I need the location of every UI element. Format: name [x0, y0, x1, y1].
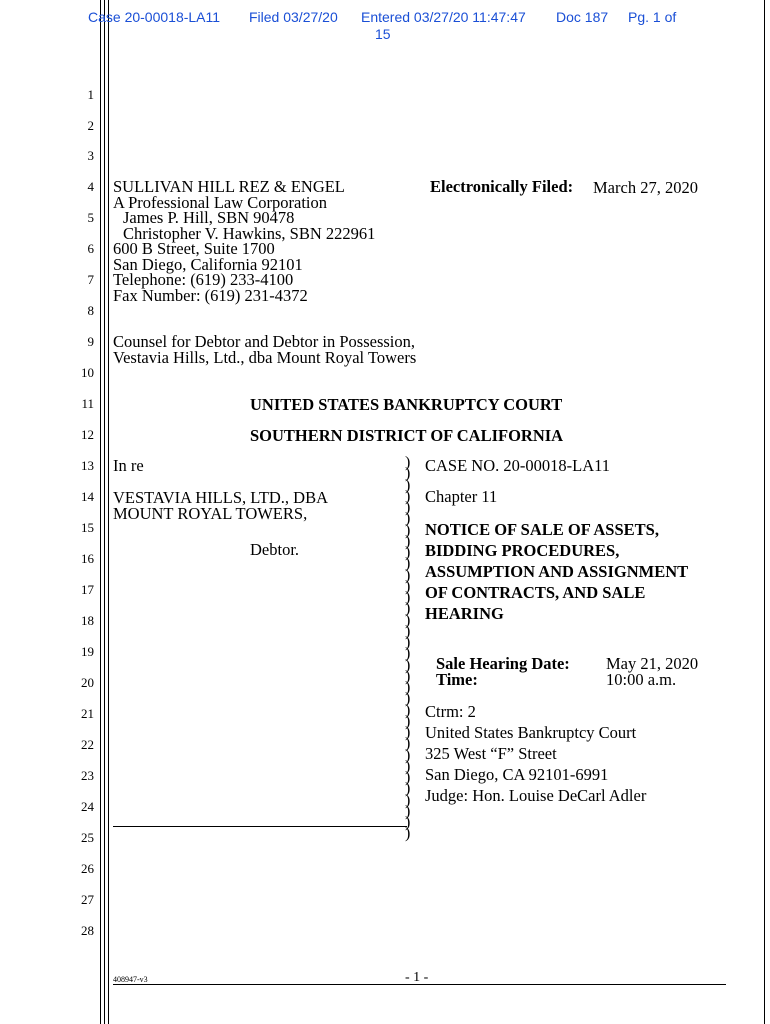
- line-number: 2: [87, 118, 94, 133]
- counsel-line-2: Vestavia Hills, Ltd., dba Mount Royal Towers: [113, 348, 417, 367]
- firm-address-1: 600 B Street, Suite 1700: [113, 239, 275, 258]
- header-case: Case 20-00018-LA11: [88, 9, 221, 25]
- line-number: 17: [81, 582, 94, 597]
- filed-date: March 27, 2020: [593, 178, 698, 197]
- line-number: 12: [81, 427, 94, 442]
- line-number: 23: [81, 768, 94, 783]
- attorney-1: James P. Hill, SBN 90478: [123, 208, 295, 227]
- line-number: 20: [81, 675, 94, 690]
- in-re: In re: [113, 456, 144, 475]
- header-page: Pg. 1 of: [628, 9, 677, 25]
- case-number: CASE NO. 20-00018-LA11: [425, 456, 611, 475]
- court-street: 325 West “F” Street: [425, 744, 557, 763]
- line-number: 11: [81, 396, 94, 411]
- line-number: 28: [81, 923, 94, 938]
- firm-corp: A Professional Law Corporation: [113, 193, 328, 212]
- hearing-date: May 21, 2020: [606, 654, 699, 673]
- line-number: 9: [87, 334, 94, 349]
- hearing-time: 10:00 a.m.: [606, 670, 677, 689]
- line-number: 22: [81, 737, 94, 752]
- line-number: 16: [81, 551, 94, 566]
- caption-parens: ) ) ) ) ) ) ) ) ) ) ) ) ) ) ) ) ) ) ) ) ) ) ) ) ) ) ) ) ) ) ) ) ) ): [405, 454, 411, 843]
- line-number: 21: [81, 706, 94, 721]
- line-number: 10: [81, 365, 94, 380]
- line-number: 4: [87, 179, 94, 194]
- caption-underline: [113, 826, 407, 827]
- debtor-label: Debtor.: [250, 540, 300, 559]
- chapter: Chapter 11: [425, 487, 498, 506]
- court-city: San Diego, CA 92101-6991: [425, 765, 609, 784]
- court-name: UNITED STATES BANKRUPTCY COURT: [250, 395, 563, 414]
- line-number: 6: [87, 241, 94, 256]
- judge: Judge: Hon. Louise DeCarl Adler: [425, 786, 647, 805]
- footer-doc-id: 408947-v3: [113, 975, 148, 984]
- title-line-4: OF CONTRACTS, AND SALE: [425, 583, 646, 602]
- firm-telephone: Telephone: (619) 233-4100: [113, 270, 294, 289]
- header-entered: Entered 03/27/20 11:47:47: [361, 9, 526, 25]
- firm-fax: Fax Number: (619) 231-4372: [113, 286, 308, 305]
- firm-address-2: San Diego, California 92101: [113, 255, 303, 274]
- debtor-line-2: MOUNT ROYAL TOWERS,: [113, 504, 308, 523]
- line-number: 24: [81, 799, 94, 814]
- counsel-line-1: Counsel for Debtor and Debtor in Possession,: [113, 332, 416, 351]
- court-district: SOUTHERN DISTRICT OF CALIFORNIA: [250, 426, 564, 445]
- line-number: 19: [81, 644, 94, 659]
- title-line-1: NOTICE OF SALE OF ASSETS,: [425, 520, 659, 539]
- firm-name: SULLIVAN HILL REZ & ENGEL: [113, 177, 345, 196]
- line-number: 15: [81, 520, 94, 535]
- hearing-date-label: Sale Hearing Date:: [436, 654, 570, 673]
- line-number: 26: [81, 861, 94, 876]
- line-number: 25: [81, 830, 94, 845]
- title-line-5: HEARING: [425, 604, 504, 623]
- line-number: 7: [87, 272, 94, 287]
- left-margin-rule-inner2: [108, 0, 109, 1024]
- footer-page-number: - 1 -: [405, 970, 429, 985]
- line-number: 14: [81, 489, 94, 504]
- left-margin-rule: [100, 0, 101, 1024]
- header-doc: Doc 187: [556, 9, 609, 25]
- court-location-name: United States Bankruptcy Court: [425, 723, 637, 742]
- line-number: 1: [87, 87, 94, 102]
- attorney-2: Christopher V. Hawkins, SBN 222961: [123, 224, 376, 243]
- line-number: 8: [87, 303, 94, 318]
- filed-label: Electronically Filed:: [430, 177, 574, 196]
- left-margin-rule-inner: [104, 0, 105, 1024]
- header-filed: Filed 03/27/20: [249, 9, 338, 25]
- line-number: 5: [87, 210, 94, 225]
- time-label: Time:: [436, 670, 478, 689]
- line-number: 18: [81, 613, 94, 628]
- line-number: 13: [81, 458, 94, 473]
- title-line-3: ASSUMPTION AND ASSIGNMENT: [425, 562, 689, 581]
- line-number: 3: [87, 148, 94, 163]
- courtroom: Ctrm: 2: [425, 702, 476, 721]
- line-number: 27: [81, 892, 94, 907]
- debtor-line-1: VESTAVIA HILLS, LTD., DBA: [113, 488, 329, 507]
- title-line-2: BIDDING PROCEDURES,: [425, 541, 620, 560]
- header-page-total: 15: [375, 26, 391, 42]
- right-margin-rule: [764, 0, 765, 1024]
